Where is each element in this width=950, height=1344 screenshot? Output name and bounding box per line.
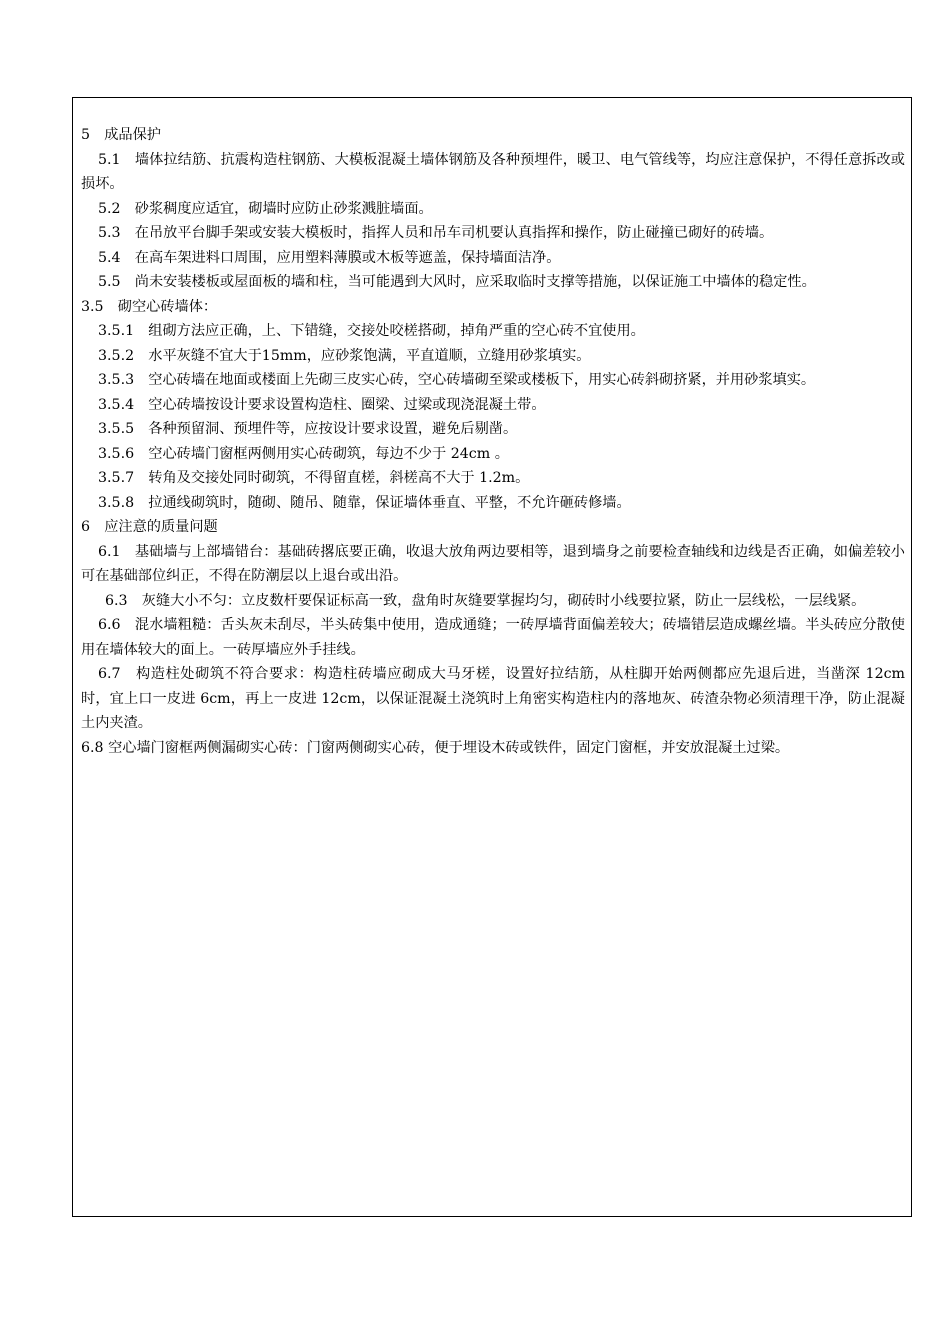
paragraph-3-5-6: 3.5.6 空心砖墙门窗框两侧用实心砖砌筑，每边不少于 24cm 。 — [98, 445, 509, 462]
paragraph-3-5-4: 3.5.4 空心砖墙按设计要求设置构造柱、圈梁、过梁或现浇混凝土带。 — [98, 396, 546, 413]
paragraph-5-3: 5.3 在吊放平台脚手架或安装大模板时，指挥人员和吊车司机要认真指挥和操作，防止碰撞已砌好的砖墙。 — [98, 225, 774, 241]
paragraph-3-5-1: 3.5.1 组砌方法应正确，上、下错缝，交接处咬槎搭砌，掉角严重的空心砖不宜使用。 — [98, 323, 645, 339]
paragraph-3-5-8: 3.5.8 拉通线砌筑时，随砌、随吊、随靠，保证墙体垂直、平整，不允许砸砖修墙。 — [98, 494, 631, 511]
paragraph-6-1: 6.1 基础墙与上部墙错台：基础砖撂底要正确，收退大放角两边要相等，退到墙身之前要检查轴线和边线是否正确，如偏差较小可在基础部位纠正，不得在防潮层以上退台或出沿。 — [81, 543, 905, 584]
paragraph-6-7: 6.7 构造柱处砌筑不符合要求：构造柱砖墙应砌成大马牙槎，设置好拉结筋，从柱脚开始两侧都应先退后进，当凿深 12cm 时，宜上口一皮进 6cm，再上一皮进 12cm，以保证混凝土浇筑时上角密实构造柱内的落地灰、砖渣杂物必须清理干净，防止混凝土内夹渣。 — [81, 666, 905, 731]
paragraph-3-5-3: 3.5.3 空心砖墙在地面或楼面上先砌三皮实心砖，空心砖墙砌至梁或楼板下，用实心砖斜砌挤紧，并用砂浆填实。 — [98, 372, 816, 388]
document-body — [81, 123, 905, 760]
paragraph-5-4: 5.4 在高车架进料口周围，应用塑料薄膜或木板等遮盖，保持墙面洁净。 — [98, 249, 561, 266]
section-heading-finished-product-protection: 5 成品保护 — [81, 127, 161, 143]
paragraph-5-2: 5.2 砂浆稠度应适宜，砌墙时应防止砂浆溅脏墙面。 — [98, 200, 433, 217]
section-heading-quality-issues: 6 应注意的质量问题 — [81, 519, 218, 535]
paragraph-5-5: 5.5 尚未安装楼板或屋面板的墙和柱，当可能遇到大风时，应采取临时支撑等措施，以保证施工中墙体的稳定性。 — [98, 274, 816, 290]
section-heading-hollow-brick-wall: 3.5 砌空心砖墙体： — [81, 298, 218, 315]
paragraph-5-1: 5.1 墙体拉结筋、抗震构造柱钢筋、大模板混凝土墙体钢筋及各种预埋件，暖卫、电气管线等，均应注意保护，不得任意拆改或损坏。 — [81, 151, 905, 192]
paragraph-3-5-5: 3.5.5 各种预留洞、预埋件等，应按设计要求设置，避免后剔凿。 — [98, 421, 518, 437]
paragraph-3-5-7: 3.5.7 转角及交接处同时砌筑，不得留直槎，斜槎高不大于 1.2m。 — [98, 470, 530, 486]
paragraph-6-3: 6.3 灰缝大小不匀：立皮数杆要保证标高一致，盘角时灰缝要掌握均匀，砌砖时小线要拉紧，防止一层线松，一层线紧。 — [105, 592, 866, 609]
paragraph-3-5-2: 3.5.2 水平灰缝不宜大于15mm，应砂浆饱满，平直道顺，立缝用砂浆填实。 — [98, 347, 591, 364]
paragraph-6-6: 6.6 混水墙粗糙：舌头灰未刮尽，半头砖集中使用，造成通缝；一砖厚墙背面偏差较大；砖墙错层造成螺丝墙。半头砖应分散使用在墙体较大的面上。一砖厚墙应外手挂线。 — [81, 617, 905, 658]
paragraph-6-8: 6.8 空心墙门窗框两侧漏砌实心砖：门窗两侧砌实心砖，便于埋设木砖或铁件，固定门窗框，并安放混凝土过梁。 — [81, 739, 790, 756]
